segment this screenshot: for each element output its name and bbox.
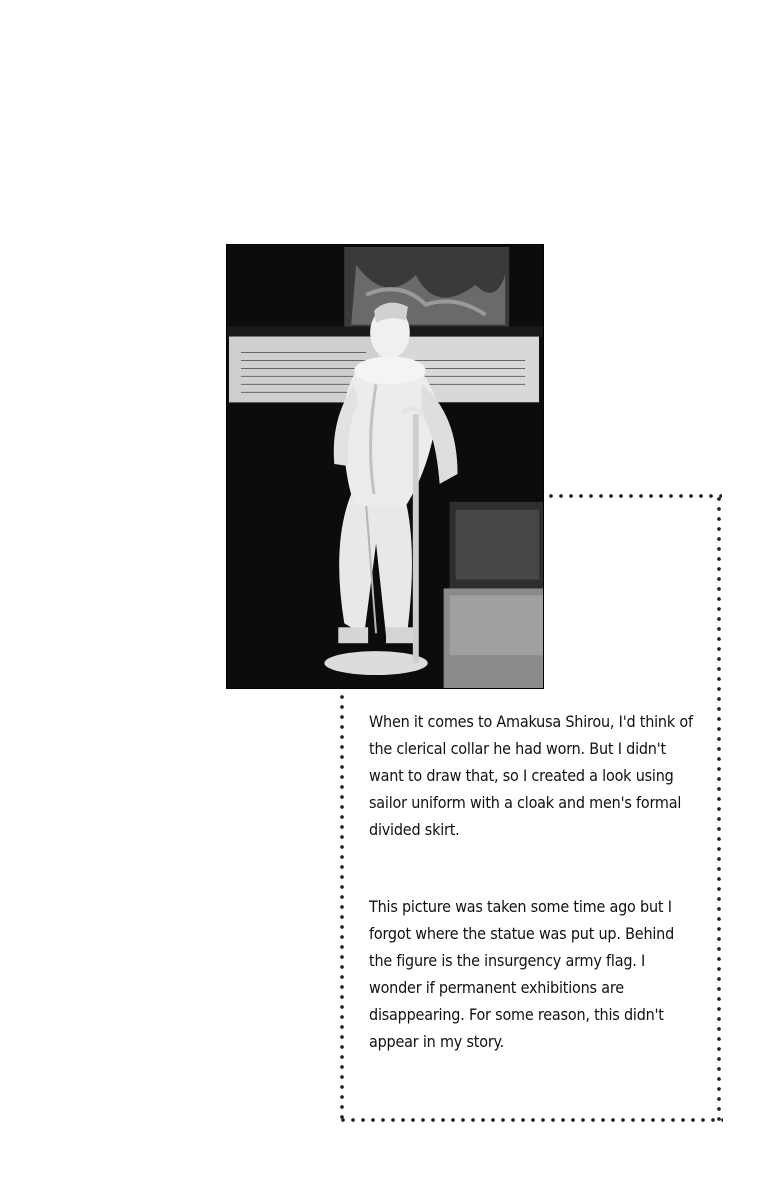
statue-photo <box>226 244 544 689</box>
statue-photo-image <box>227 245 543 688</box>
dotted-frame-bottom <box>338 1116 723 1124</box>
dotted-frame-left <box>338 692 346 1124</box>
dotted-frame-top <box>546 492 722 500</box>
author-note-costume: When it comes to Amakusa Shirou, I'd think of the clerical collar he had worn. But I didn't want to draw that, so I created a look using sailor uniform with a cloak and men's formal divided skirt. <box>369 712 693 839</box>
dotted-frame-right <box>715 494 723 1124</box>
author-note-photo: This picture was taken some time ago but I forgot where the statue was put up. Behind the figure is the insurgency army flag. I wonder if permanent exhibitions are disappearing. For some reason, this didn't appear in my story. <box>369 897 675 1051</box>
